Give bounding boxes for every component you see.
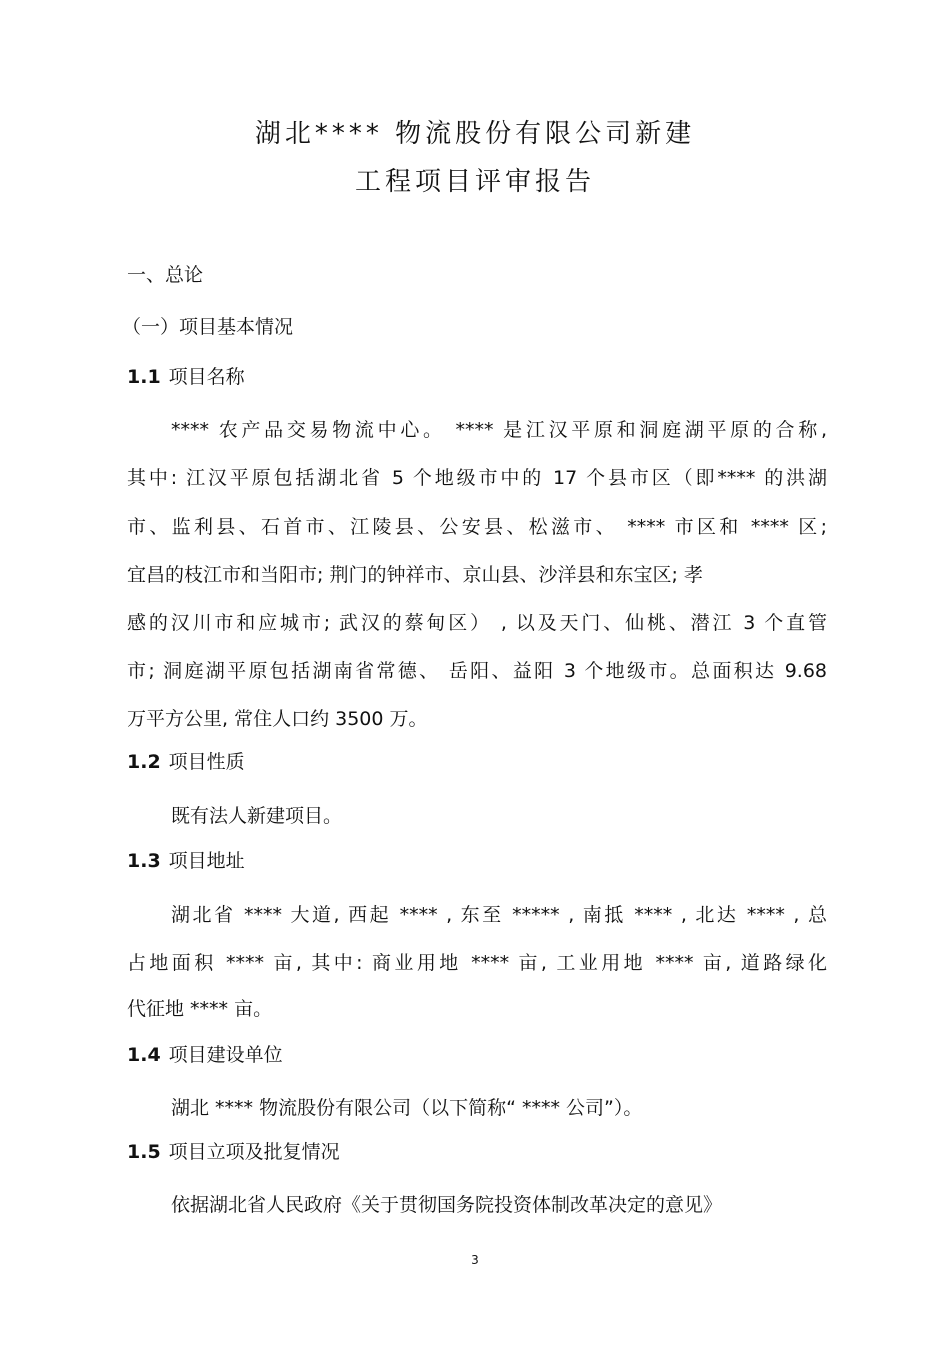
subsection-number: 1.2 bbox=[127, 751, 161, 773]
chapter-heading: 一、总论 bbox=[127, 264, 204, 286]
paragraph-line: 依据湖北省人民政府《关于贯彻国务院投资体制改革决定的意见》 bbox=[171, 1194, 723, 1216]
subsection-number: 1.3 bbox=[127, 850, 161, 872]
subsection-heading-1-4 bbox=[127, 1040, 283, 1067]
paragraph-line: 湖北省 **** 大道, 西起 **** , 东至 ***** , 南抵 **** , 北达 **** , 总 bbox=[171, 904, 827, 926]
paragraph-line: 宜昌的枝江市和当阳市; 荆门的钟祥市、京山县、沙洋县和东宝区; 孝 bbox=[127, 564, 703, 586]
subsection-title: 项目性质 bbox=[168, 751, 245, 773]
paragraph-line: 市、监利县、石首市、江陵县、公安县、松滋市、 **** 市区和 **** 区; bbox=[127, 516, 827, 538]
paragraph-line: **** 农产品交易物流中心。 **** 是江汉平原和洞庭湖平原的合称, bbox=[171, 419, 827, 441]
page-number: 3 bbox=[471, 1253, 479, 1267]
subsection-heading-1-3 bbox=[127, 846, 245, 873]
subsection-title: 项目地址 bbox=[168, 850, 245, 872]
subsection-title: 项目建设单位 bbox=[168, 1044, 283, 1066]
paragraph-line: 代征地 **** 亩。 bbox=[127, 998, 273, 1020]
subsection-heading-1-2 bbox=[127, 747, 245, 774]
subsection-title: 项目立项及批复情况 bbox=[168, 1141, 340, 1163]
paragraph-line: 占地面积 **** 亩, 其中: 商业用地 **** 亩, 工业用地 **** 亩, 道路绿化 bbox=[127, 952, 827, 974]
paragraph-line: 万平方公里, 常住人口约 3500 万。 bbox=[127, 708, 428, 730]
subsection-number: 1.5 bbox=[127, 1141, 161, 1163]
subsection-heading-1-5 bbox=[127, 1137, 340, 1164]
paragraph-line: 既有法人新建项目。 bbox=[171, 805, 343, 827]
subsection-number: 1.4 bbox=[127, 1044, 161, 1066]
subsection-heading-1-1 bbox=[127, 362, 245, 389]
subsection-title: 项目名称 bbox=[168, 366, 245, 388]
report-title-line-2: 工程项目评审报告 bbox=[354, 167, 595, 197]
paragraph-line: 其中: 江汉平原包括湖北省 5 个地级市中的 17 个县市区（即**** 的洪湖 bbox=[127, 467, 827, 489]
paragraph-line: 湖北 **** 物流股份有限公司（以下简称“ **** 公司”）。 bbox=[171, 1097, 643, 1119]
report-title-line-1: 湖北**** 物流股份有限公司新建 bbox=[254, 119, 696, 149]
paragraph-line: 市; 洞庭湖平原包括湖南省常德、 岳阳、益阳 3 个地级市。总面积达 9.68 bbox=[127, 660, 827, 682]
subsection-number: 1.1 bbox=[127, 366, 161, 388]
section-heading: （一）项目基本情况 bbox=[122, 316, 294, 338]
paragraph-line: 感的汉川市和应城市; 武汉的蔡甸区） , 以及天门、仙桃、潜江 3 个直管 bbox=[127, 612, 827, 634]
